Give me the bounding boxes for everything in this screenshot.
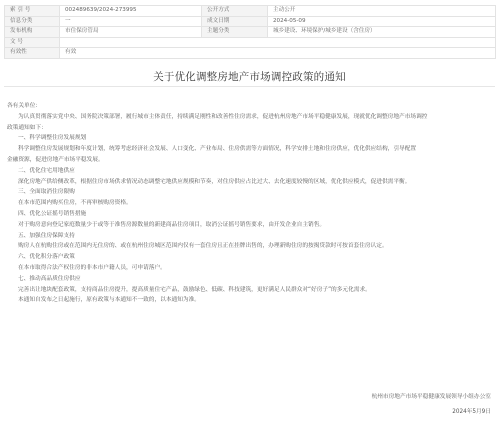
agency-label: 发布机构 (5, 27, 60, 38)
validity-label: 有效性 (5, 48, 60, 59)
body-line: 完善出让地块配套政策，支持商品住房提升，提高质量住宅产品，鼓励绿色、低碳、科技建筑，更好满足人民群众对“好房子”的多元化需求。 (18, 286, 371, 293)
category-label: 信息分类 (5, 16, 60, 27)
body-line: 购房人在杭购住房或在范围内无住房的、或在杭州住房城区范围内仅有一套住房且正在挂牌出售的，办理新购住房的按揭贷款时可按首套住房认定。 (18, 243, 388, 250)
metadata-row (5, 37, 496, 48)
body-line: 金融资源，促进房地产市场平稳发展。 (7, 156, 104, 163)
date-label: 成文日期 (202, 16, 268, 27)
index-value: 002489639/2024-273995 (60, 6, 202, 17)
doc-no-value (60, 37, 496, 48)
body-line: 政策通知如下： (7, 124, 47, 131)
body-line: 在本市范围内购买住房，不再审核购房资格。 (18, 200, 132, 207)
category-value: 一 (60, 16, 202, 27)
salutation: 各有关单位： (7, 103, 42, 109)
section-heading: 七、推动高品质住房供应 (18, 275, 81, 282)
agency-value: 市住保房管局 (60, 27, 202, 38)
index-label: 索 引 号 (5, 6, 60, 17)
body-line: 对于购房意向登记家庭数量少于或等于准售房源数量的新建商品住房项目，取消公证摇号销售要求，由开发企业自主销售。 (18, 221, 326, 228)
topic-value: 城乡建设、环境保护/城乡建设（含住房） (268, 27, 496, 38)
document-title: 关于优化调整房地产市场调控政策的通知 (153, 71, 346, 83)
body-line: 科学调整住房发展规划和年度计划，统筹考虑经济社会发展、人口变化、产业布局、住房供需等方面情况，科学安排土地和住房供应，优化供应结构，引导配置 (18, 146, 417, 153)
validity-value: 有效 (60, 48, 496, 59)
topic-label: 主题分类 (202, 27, 268, 38)
signature-date: 2024年5月9日 (452, 409, 491, 415)
section-heading: 五、加强住房保障支持 (18, 232, 75, 239)
section-heading: 四、优化公证摇号销售措施 (18, 210, 87, 217)
body-line: 在本市取得合法产权住房的非本市户籍人员，可申请落户。 (18, 264, 166, 271)
body-line: 深化房地产供给侧改革，根据住房市场供求情况动态调整宅地供应规模和节奏，对住房供应占比过大、去化速度较慢的区域，优化供应模式，促进供需平衡。 (18, 178, 411, 185)
section-heading: 三、全面取消住房限购 (18, 189, 75, 196)
metadata-table (4, 5, 496, 59)
public-method-value: 主动公开 (268, 6, 496, 17)
metadata-row (5, 16, 496, 27)
metadata-row (5, 6, 496, 17)
section-heading: 一、科学调整住房发展规划 (18, 135, 87, 142)
body-line: 为认真贯彻落实党中央、国务院决策部署，履行城市主体责任，持续满足刚性和改善性住房需求，促进杭州房地产市场平稳健康发展，现就优化调整房地产市场调控 (18, 113, 428, 120)
section-heading: 六、优化积分落户政策 (18, 254, 75, 261)
body-line: 本通知自发布之日起施行，原有政策与本通知不一致的，以本通知为准。 (18, 297, 200, 304)
metadata-row (5, 27, 496, 38)
signature-org: 杭州市房地产市场平稳健康发展领导小组办公室 (371, 394, 491, 400)
public-method-label: 公开方式 (202, 6, 268, 17)
document-body (7, 101, 490, 306)
metadata-row (5, 48, 496, 59)
date-value: 2024-05-09 (268, 16, 496, 27)
doc-no-label: 文 号 (5, 37, 60, 48)
title-divider (4, 86, 495, 87)
section-heading: 二、优化住宅用地供应 (18, 167, 75, 174)
